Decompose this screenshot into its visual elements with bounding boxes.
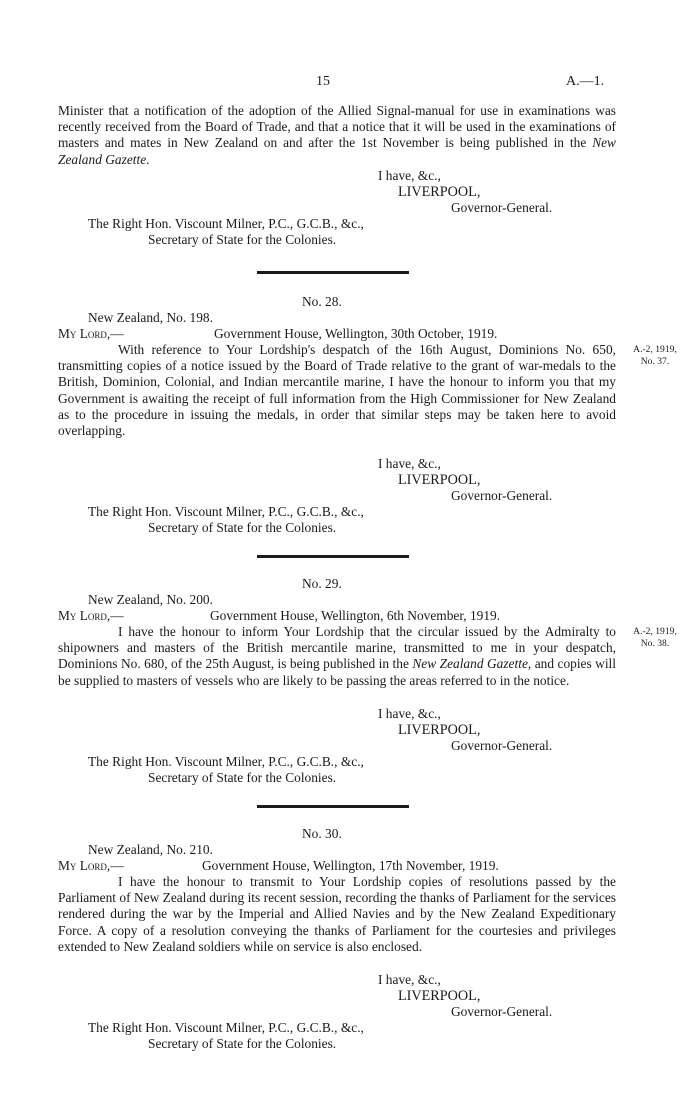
letter-addressee-role: Secretary of State for the Colonies. <box>148 1036 337 1051</box>
letter-number: No. 30. <box>302 826 342 841</box>
letter-signature-title: Governor-General. <box>451 1004 553 1019</box>
intro-addressee-role: Secretary of State for the Colonies. <box>148 232 337 247</box>
letter-signature-title: Governor-General. <box>451 488 553 503</box>
letter-body: I have the honour to transmit to Your Lordship copies of resolutions passed by the Parliament of New Zealand during its recent session, recording the thanks of Parliament for the services rendered during the war by the Imperial and Allied Navies and by the New Zealand Expeditionary Force. A copy of a resolution conveying the thanks of Parliament for the courtesies and privileges extended to New Zealand soldiers while on service is also enclosed. <box>58 874 616 954</box>
letter-salutation: My Lord,— <box>58 608 124 623</box>
letter-signature: LIVERPOOL, <box>398 988 481 1004</box>
letter-closing: I have, &c., <box>378 706 441 721</box>
letter-signature-title: Governor-General. <box>451 738 553 753</box>
letter-origin: New Zealand, No. 210. <box>88 842 213 857</box>
section-divider <box>257 271 409 274</box>
intro-paragraph: Minister that a notification of the adoption of the Allied Signal-manual for use in examinations was recently received from the Board of Trade, and that a notice that it will be used in the examinations of masters and mates in New Zealand on and after the 1st November is being published in the New Zealand Gazette. <box>58 103 616 167</box>
document-reference: A.—1. <box>566 74 605 89</box>
letter-place-date: Government House, Wellington, 6th November, 1919. <box>210 608 501 623</box>
letter-signature: LIVERPOOL, <box>398 722 481 738</box>
letter-salutation: My Lord,— <box>58 858 124 873</box>
letter-salutation: My Lord,— <box>58 326 124 341</box>
letter-body: With reference to Your Lordship's despatch of the 16th August, Dominions No. 650, transmitting copies of a notice issued by the Board of Trade relative to the grant of war-medals to the British, Dominion, Colonial, and Indian mercantile marine, I have the honour to inform you that my Government is awaiting the receipt of full information from the High Commissioner for New Zealand as to the procedure in issuing the medals, in order that similar steps may be taken here to avoid overlapping. <box>58 342 616 439</box>
letter-origin: New Zealand, No. 198. <box>88 310 213 325</box>
gazette-title: New Zealand Gazette <box>412 656 528 672</box>
letter-origin: New Zealand, No. 200. <box>88 592 213 607</box>
letter-addressee: The Right Hon. Viscount Milner, P.C., G.C.B., &c., <box>88 504 364 519</box>
letter-place-date: Government House, Wellington, 17th November, 1919. <box>202 858 499 873</box>
letter-signature: LIVERPOOL, <box>398 472 481 488</box>
letter-addressee-role: Secretary of State for the Colonies. <box>148 520 337 535</box>
letter-addressee: The Right Hon. Viscount Milner, P.C., G.C.B., &c., <box>88 1020 364 1035</box>
letter-closing: I have, &c., <box>378 456 441 471</box>
letter-body: I have the honour to inform Your Lordship that the circular issued by the Admiralty to shipowners and masters of the British mercantile marine, transmitted to me in your despatch, Dominions No. 680, of the 25th August, is being published in the New Zealand Gazette, and copies will be supplied to masters of vessels who are likely to be passing the areas referred to in the notice. <box>58 624 616 688</box>
letter-number: No. 28. <box>302 294 342 309</box>
letter-number: No. 29. <box>302 576 342 591</box>
margin-reference: A.-2, 1919, No. 37. <box>633 344 677 367</box>
section-divider <box>257 555 409 558</box>
letter-closing: I have, &c., <box>378 972 441 987</box>
intro-signature: LIVERPOOL, <box>398 184 481 200</box>
page-number: 15 <box>316 74 330 89</box>
intro-closing: I have, &c., <box>378 168 441 183</box>
letter-addressee-role: Secretary of State for the Colonies. <box>148 770 337 785</box>
intro-addressee: The Right Hon. Viscount Milner, P.C., G.C.B., &c., <box>88 216 364 231</box>
margin-reference: A.-2, 1919, No. 38. <box>633 626 677 649</box>
letter-place-date: Government House, Wellington, 30th October, 1919. <box>214 326 498 341</box>
section-divider <box>257 805 409 808</box>
intro-signature-title: Governor-General. <box>451 200 553 215</box>
letter-addressee: The Right Hon. Viscount Milner, P.C., G.C.B., &c., <box>88 754 364 769</box>
gazette-title: New Zealand Gazette <box>58 135 616 167</box>
